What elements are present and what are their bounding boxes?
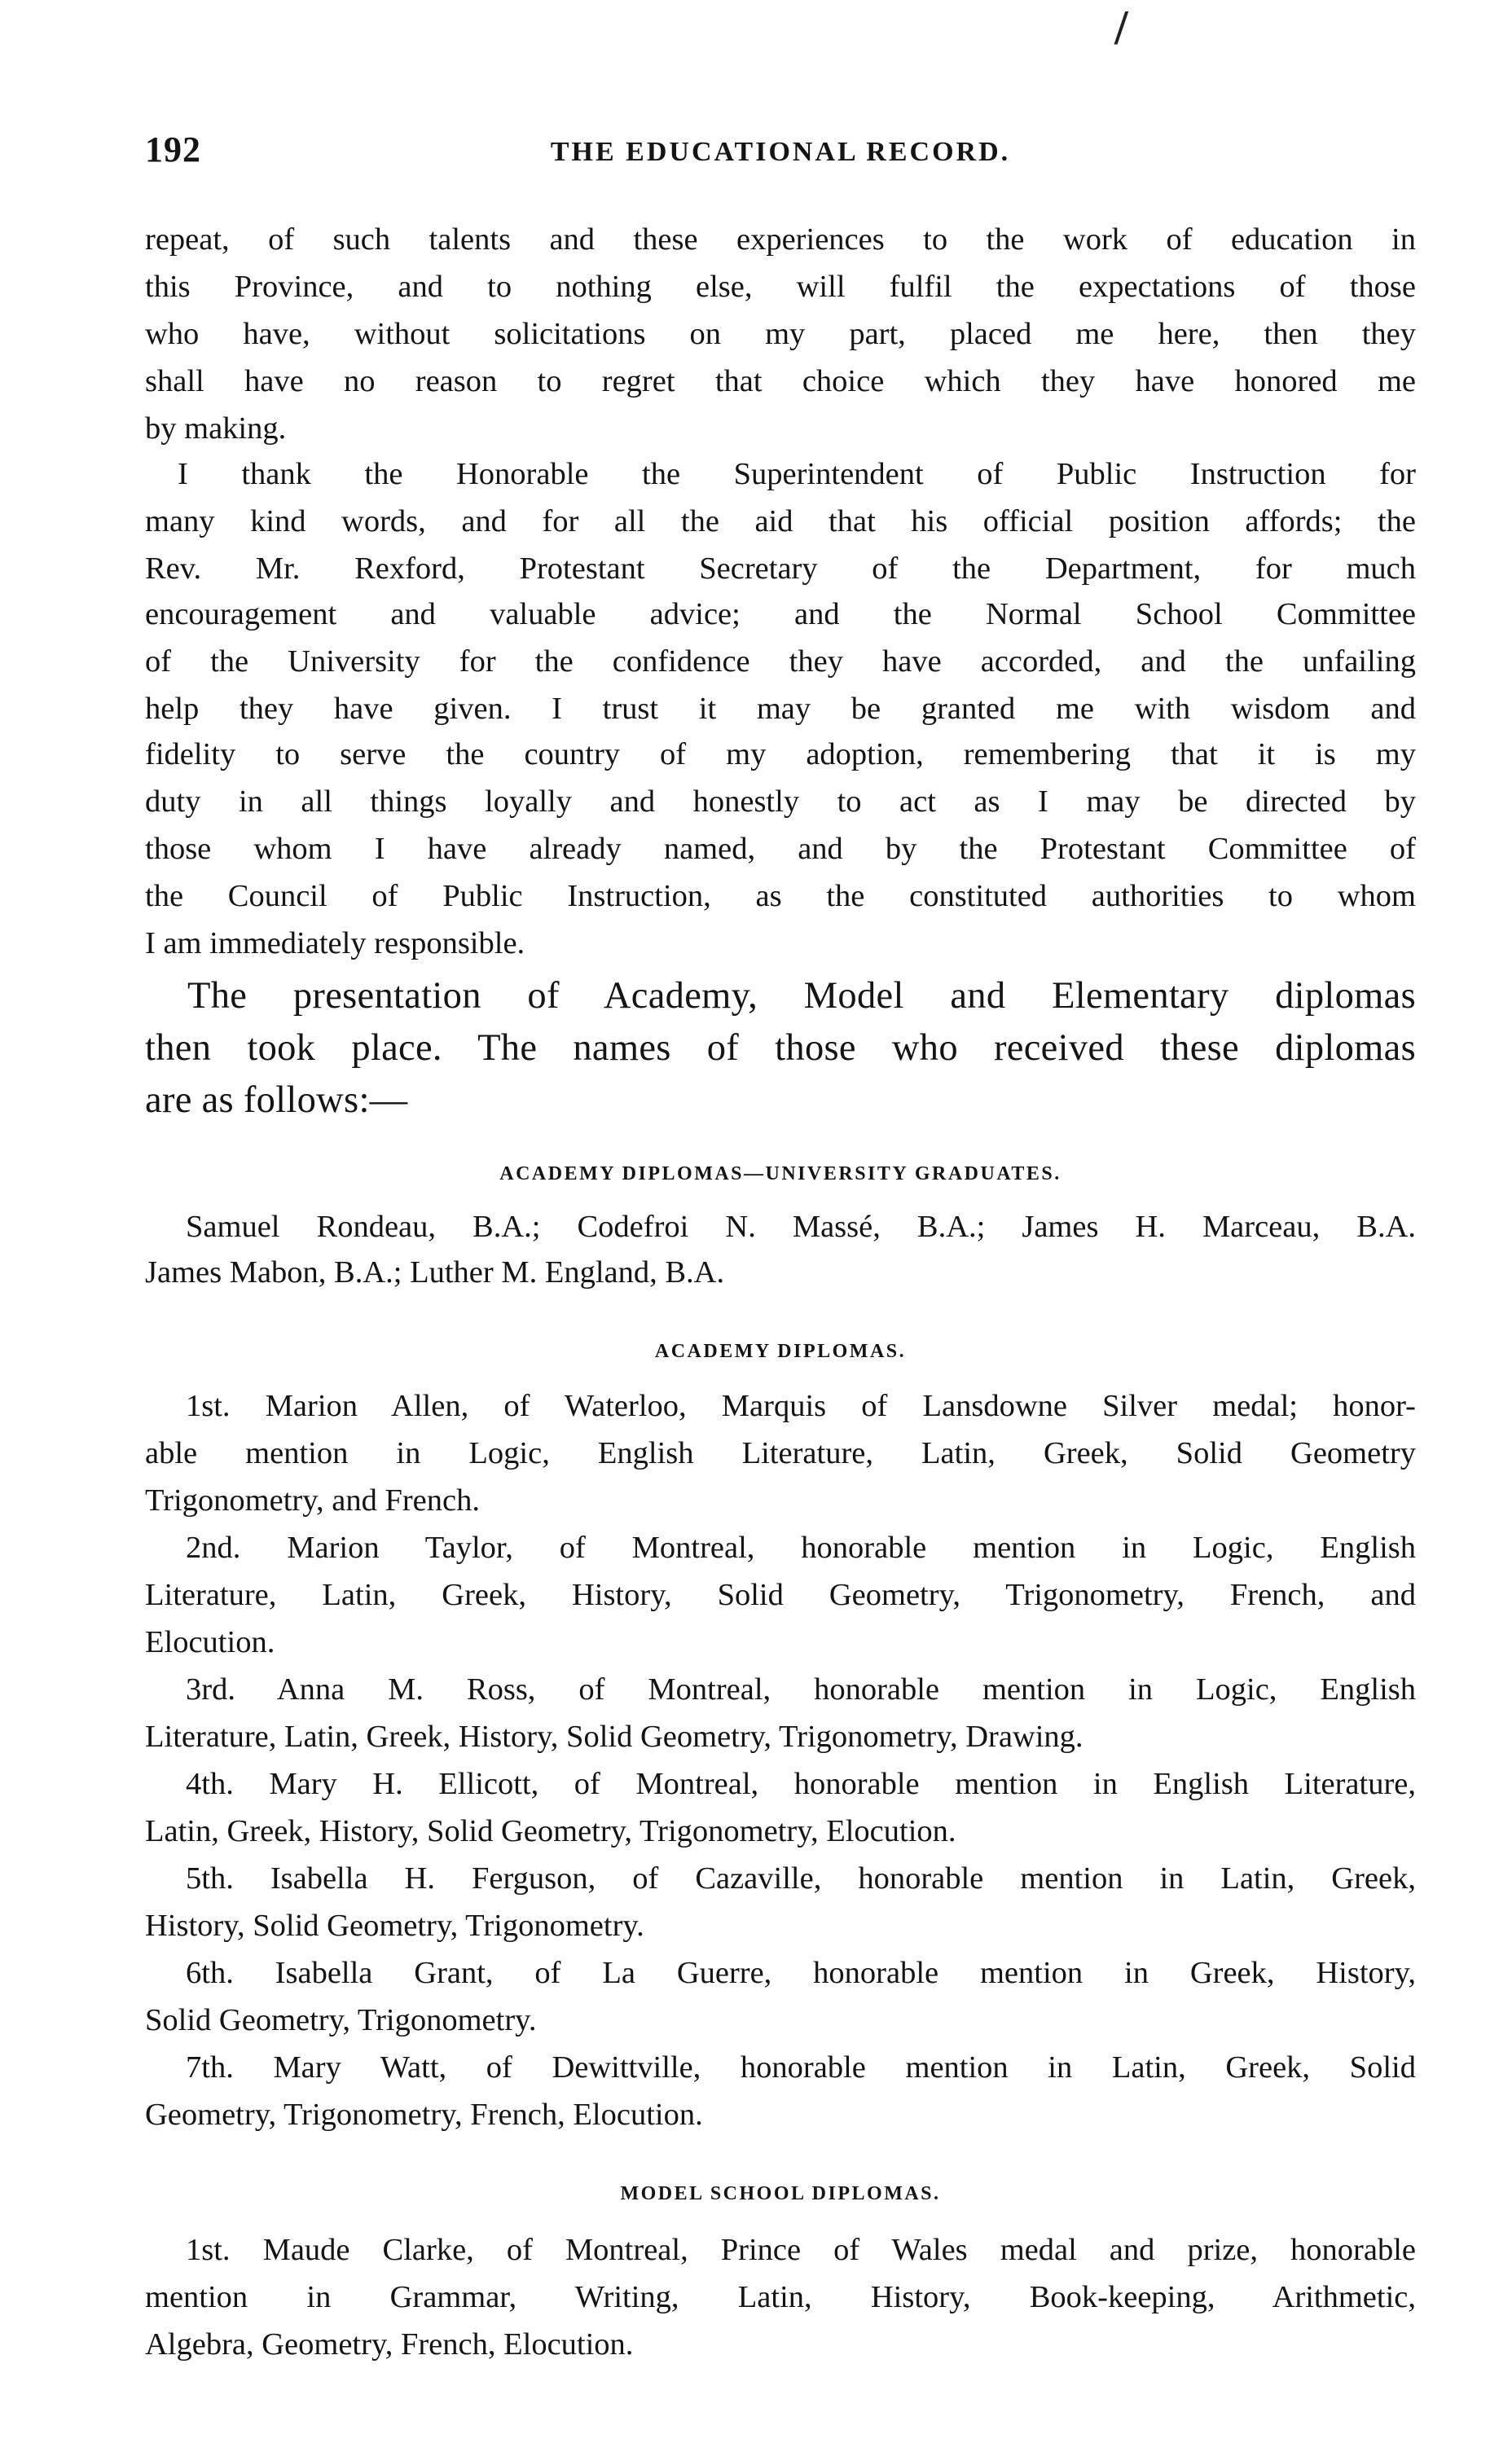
section-heading-academy: ACADEMY DIPLOMAS. bbox=[654, 1341, 907, 1362]
entry-line: Solid Geometry, Trigonometry. bbox=[145, 2003, 537, 2037]
section-heading-model-school: MODEL SCHOOL DIPLOMAS. bbox=[620, 2183, 941, 2204]
entry-line: Trigonometry, and French. bbox=[145, 1483, 480, 1518]
entry-line: 5th. Isabella H. Ferguson, of Cazaville, honorable mention in Latin, Greek, bbox=[186, 1861, 1416, 1896]
entry-line: 1st. Maude Clarke, of Montreal, Prince of Wales medal and prize, honorable bbox=[186, 2233, 1416, 2267]
body-line: of the University for the confidence they have accorded, and the unfailing bbox=[145, 644, 1416, 679]
presentation-line: are as follows:— bbox=[145, 1079, 408, 1121]
entry-line: Literature, Latin, Greek, History, Solid Geometry, Trigonometry, Drawing. bbox=[145, 1720, 1083, 1754]
entry-line: mention in Grammar, Writing, Latin, History, Book-keeping, Arithmetic, bbox=[145, 2280, 1416, 2314]
body-line: many kind words, and for all the aid that his official position affords; the bbox=[145, 504, 1416, 538]
entry-line: able mention in Logic, English Literature, Latin, Greek, Solid Geometry bbox=[145, 1436, 1416, 1470]
running-title: THE EDUCATIONAL RECORD. bbox=[550, 137, 1011, 167]
body-line: shall have no reason to regret that choice which they have honored me bbox=[145, 364, 1416, 398]
entry-line: 6th. Isabella Grant, of La Guerre, honorable mention in Greek, History, bbox=[186, 1956, 1416, 1990]
entry-line: 4th. Mary H. Ellicott, of Montreal, honorable mention in English Literature, bbox=[186, 1767, 1416, 1801]
body-line: this Province, and to nothing else, will fulfil the expectations of those bbox=[145, 270, 1416, 304]
body-line: encouragement and valuable advice; and the Normal School Committee bbox=[145, 597, 1416, 631]
body-line: James Mabon, B.A.; Luther M. England, B.A. bbox=[145, 1255, 725, 1290]
page-header bbox=[145, 129, 1416, 178]
margin-mark: / bbox=[1114, 1, 1128, 55]
body-line: the Council of Public Instruction, as the constituted authorities to whom bbox=[145, 879, 1416, 913]
body-line: those whom I have already named, and by the Protestant Committee of bbox=[145, 832, 1416, 866]
body-line: fidelity to serve the country of my adoption, remembering that it is my bbox=[145, 737, 1416, 771]
entry-line: History, Solid Geometry, Trigonometry. bbox=[145, 1909, 644, 1943]
presentation-line: The presentation of Academy, Model and Elementary diplomas bbox=[187, 975, 1416, 1017]
entry-line: 2nd. Marion Taylor, of Montreal, honorable mention in Logic, English bbox=[186, 1531, 1416, 1565]
body-line: Samuel Rondeau, B.A.; Codefroi N. Massé, B.A.; James H. Marceau, B.A. bbox=[186, 1210, 1416, 1244]
entry-line: 3rd. Anna M. Ross, of Montreal, honorable mention in Logic, English bbox=[186, 1672, 1416, 1707]
entry-line: Latin, Greek, History, Solid Geometry, Trigonometry, Elocution. bbox=[145, 1814, 956, 1848]
body-line: I thank the Honorable the Superintendent of Public Instruction for bbox=[178, 457, 1416, 491]
entry-line: Elocution. bbox=[145, 1625, 275, 1659]
entry-line: 7th. Mary Watt, of Dewittville, honorable mention in Latin, Greek, Solid bbox=[186, 2050, 1416, 2085]
body-line: help they have given. I trust it may be granted me with wisdom and bbox=[145, 692, 1416, 726]
body-line: I am immediately responsible. bbox=[145, 926, 525, 960]
body-line: Rev. Mr. Rexford, Protestant Secretary of the Department, for much bbox=[145, 551, 1416, 586]
body-line: who have, without solicitations on my part, placed me here, then they bbox=[145, 317, 1416, 351]
presentation-line: then took place. The names of those who received these diplomas bbox=[145, 1027, 1416, 1069]
body-line: by making. bbox=[145, 411, 287, 446]
entry-line: Geometry, Trigonometry, French, Elocution. bbox=[145, 2098, 703, 2132]
entry-line: 1st. Marion Allen, of Waterloo, Marquis of Lansdowne Silver medal; honor- bbox=[186, 1389, 1416, 1423]
entry-line: Literature, Latin, Greek, History, Solid Geometry, Trigonometry, French, and bbox=[145, 1578, 1416, 1612]
body-line: duty in all things loyally and honestly to act as I may be directed by bbox=[145, 784, 1416, 819]
page-number: 192 bbox=[145, 130, 201, 169]
body-line: repeat, of such talents and these experiences to the work of education in bbox=[145, 222, 1416, 257]
section-heading-academy-graduates: ACADEMY DIPLOMAS—UNIVERSITY GRADUATES. bbox=[499, 1163, 1061, 1184]
entry-line: Algebra, Geometry, French, Elocution. bbox=[145, 2327, 634, 2362]
